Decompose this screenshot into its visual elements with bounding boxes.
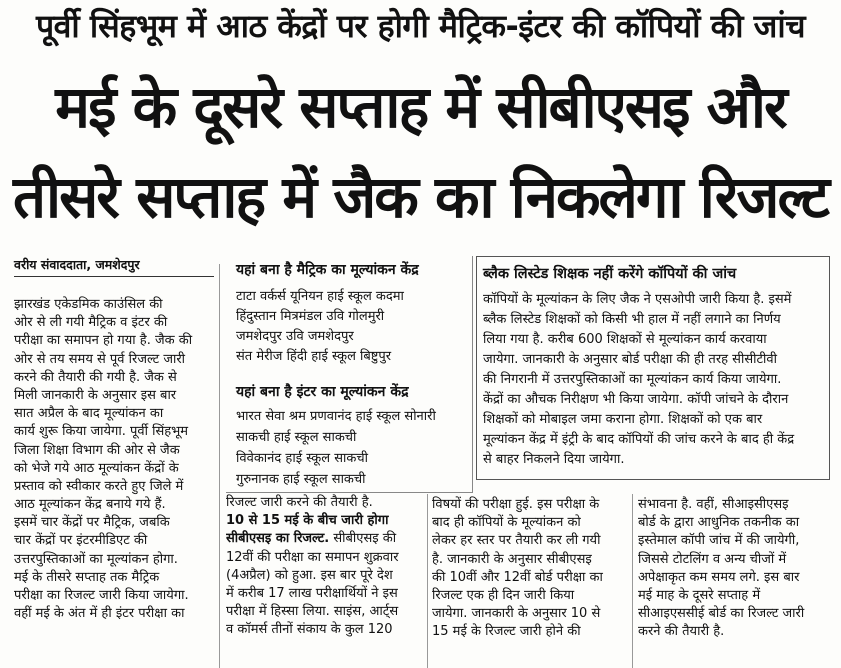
right-column: [638, 496, 830, 642]
text-line: जिला शिक्षा विभाग की ओर से जैक: [14, 442, 180, 458]
text-line: लिया गया है. करीब 600 शिक्षकों से मूल्यांकन कार्य करवाया: [483, 332, 767, 347]
main-headline-line-2: तीसरे सप्ताह में जैक का निकलेगा रिजल्ट: [12, 163, 828, 231]
text-line: ओर से ली गयी मैट्रिक व इंटर की: [14, 315, 168, 331]
text-line: में करीब 17 लाख परीक्षार्थियों ने इस: [226, 585, 398, 601]
byline-rule: [14, 276, 214, 277]
inter-box-title: यहां बना है इंटर का मूल्यांकन केंद्र: [236, 384, 409, 400]
text-line: संभावना है. वहीं, सीआइसीएसइ: [638, 497, 789, 512]
text-line: कॉपियों के मूल्यांकन के लिए जैक ने एसओपी जारी किया है. इसमें: [483, 292, 792, 307]
matric-item: संत मेरीज हिंदी हाई स्कूल बिष्टुपुर: [236, 349, 392, 364]
blacklist-box: [476, 256, 830, 480]
text-line: से बाहर निकलने दिया जायेगा.: [483, 452, 625, 467]
text-line: है. जानकारी के अनुसार सीबीएसइ: [432, 551, 592, 567]
column-divider: [427, 494, 428, 668]
text-line: कार्य शुरू किया जायेगा. पूर्वी सिंहभूम: [14, 424, 189, 440]
blacklist-box-title: ब्लैक लिस्टेड शिक्षक नहीं करेंगे कॉपियों की जांच: [483, 266, 737, 282]
text-line: झारखंड एकेडमिक काउंसिल की: [14, 297, 163, 312]
text-line: रिजल्ट जारी करने की तैयारी है.: [226, 495, 373, 510]
text-line: सात अप्रैल के बाद मूल्यांकन का: [14, 406, 164, 422]
text-line: बोर्ड के द्वारा आधुनिक तकनीक का: [638, 515, 800, 531]
inter-item: भारत सेवा श्रम प्रणवानंद हाई स्कूल सोनारी: [236, 409, 436, 424]
text-line: 15 मई के रिजल्ट जारी होने की: [432, 624, 581, 640]
text-line: को भेजे गये आठ मूल्यांकन केंद्रों के: [14, 460, 179, 476]
text-line: ओर से तय समय से पूर्व रिजल्ट जारी: [14, 351, 186, 367]
matric-box-title: यहां बना है मैट्रिक का मूल्यांकन केंद्र: [236, 262, 419, 278]
text-line: ब्लैक लिस्टेड शिक्षकों को किसी भी हाल में नहीं लगाने का निर्णय: [483, 312, 781, 327]
text-line: परीक्षा में हिस्सा लिया. साइंस, आर्ट्स: [226, 604, 399, 620]
text-line: जिससे टोटलिंग व अन्य चीजों में: [638, 551, 787, 567]
left-column: [14, 296, 214, 623]
text-line: इस्तेमाल कॉपी जांच में की जायेगी,: [638, 533, 800, 549]
subhead-line-1: 10 से 15 मई के बीच जारी होगा: [226, 513, 389, 529]
subhead-line-2: [226, 530, 422, 548]
text-line: 12वीं की परीक्षा का समापन शुक्रवार: [226, 549, 399, 565]
inter-item: साकची हाई स्कूल साकची: [236, 430, 357, 445]
text-line: अपेक्षाकृत कम समय लगे. इस बार: [638, 569, 800, 585]
text-line: रिजल्ट एक ही दिन जारी किया: [432, 587, 575, 603]
text-line: शिक्षकों को मोबाइल जमा कराना होगा. शिक्षकों को एक बार: [483, 412, 763, 427]
center-column-1: [226, 494, 422, 640]
blacklist-box-body: [483, 290, 825, 470]
kicker-headline: पूर्वी सिंहभूम में आठ केंद्रों पर होगी मैट्रिक-इंटर की कॉपियों की जांच: [35, 7, 806, 45]
text-line: चार केंद्रों पर इंटरमीडिएट की: [14, 533, 148, 549]
matric-item: टाटा वर्कर्स यूनियन हाई स्कूल कदमा: [236, 289, 404, 304]
column-divider: [219, 264, 220, 668]
inter-item: गुरुनानक हाई स्कूल साकची: [236, 472, 366, 487]
text-line: लेकर हर स्तर पर तैयारी कर ली गयी: [432, 533, 601, 549]
text-line: मिली जानकारी के अनुसार इस बार: [14, 387, 177, 403]
text-line: की 10वीं और 12वीं बोर्ड परीक्षा का: [432, 569, 603, 585]
text-line: करने की तैयारी है.: [638, 624, 725, 640]
text-line: केंद्रों का औचक निरीक्षण भी किया जायेगा. कॉपी जांचने के दौरान: [483, 392, 789, 407]
text-line: आठ मूल्यांकन केंद्र बनाये गये हैं.: [14, 497, 166, 513]
text-line: करने की तैयारी की गयी है. जैक से: [14, 369, 177, 385]
subhead-text: सीबीएसइ का रिजल्ट.: [226, 531, 330, 547]
text-line: मई के तीसरे सप्ताह तक मैट्रिक: [14, 569, 160, 585]
matric-item: हिंदुस्तान मित्रमंडल उवि गोलमुरी: [236, 309, 385, 324]
text-line: विषयों की परीक्षा हुई. इस परीक्षा के: [432, 497, 600, 512]
text-line: व कॉमर्स तीनों संकाय के कुल 120: [226, 622, 393, 638]
text-line: जायेगा. जानकारी के अनुसार 10 से: [432, 606, 601, 622]
text-line: की निगरानी में उत्तरपुस्तिकाओं का मूल्यांकन कार्य किया जायेगा.: [483, 372, 782, 387]
matric-centre-box: [226, 256, 473, 493]
text-line: वहीं मई के अंत में ही इंटर परीक्षा का: [14, 606, 185, 622]
column-divider: [632, 494, 633, 668]
text-line: परीक्षा का समापन हो गया है. जैक की: [14, 333, 193, 349]
text-line: मूल्यांकन केंद्र में इंट्री के बाद कॉपियों की जांच करने के बाद ही केंद्र: [483, 432, 795, 447]
subhead-continuation: सीबीएसइ की: [329, 531, 397, 547]
text-line: बाद ही कॉपियों के मूल्यांकन को: [432, 515, 581, 531]
text-line: परीक्षा का रिजल्ट जारी किया जायेगा.: [14, 588, 189, 603]
text-line: उत्तरपुस्तिकाओं का मूल्यांकन होगा.: [14, 551, 178, 567]
matric-item: जमशेदपुर उवि जमशेदपुर: [236, 329, 354, 344]
main-headline-line-1: मई के दूसरे सप्ताह में सीबीएसइ और: [55, 73, 786, 141]
text-line: सीआइएससीई बोर्ड का रिजल्ट जारी: [638, 606, 805, 622]
text-line: इसमें चार केंद्रों पर मैट्रिक, जबकि: [14, 515, 170, 531]
inter-item: विवेकानंद हाई स्कूल साकची: [236, 451, 368, 466]
text-line: मई माह के दूसरे सप्ताह में: [638, 587, 761, 603]
text-line: प्रस्ताव को स्वीकार करते हुए जिले में: [14, 478, 184, 494]
byline: वरीय संवाददाता, जमशेदपुर: [14, 257, 140, 272]
text-line: जायेगा. जानकारी के अनुसार बोर्ड परीक्षा की ही तरह सीसीटीवी: [483, 352, 778, 367]
text-line: (4अप्रैल) को हुआ. इस बार पूरे देश: [226, 567, 393, 583]
center-column-2: [432, 496, 622, 642]
